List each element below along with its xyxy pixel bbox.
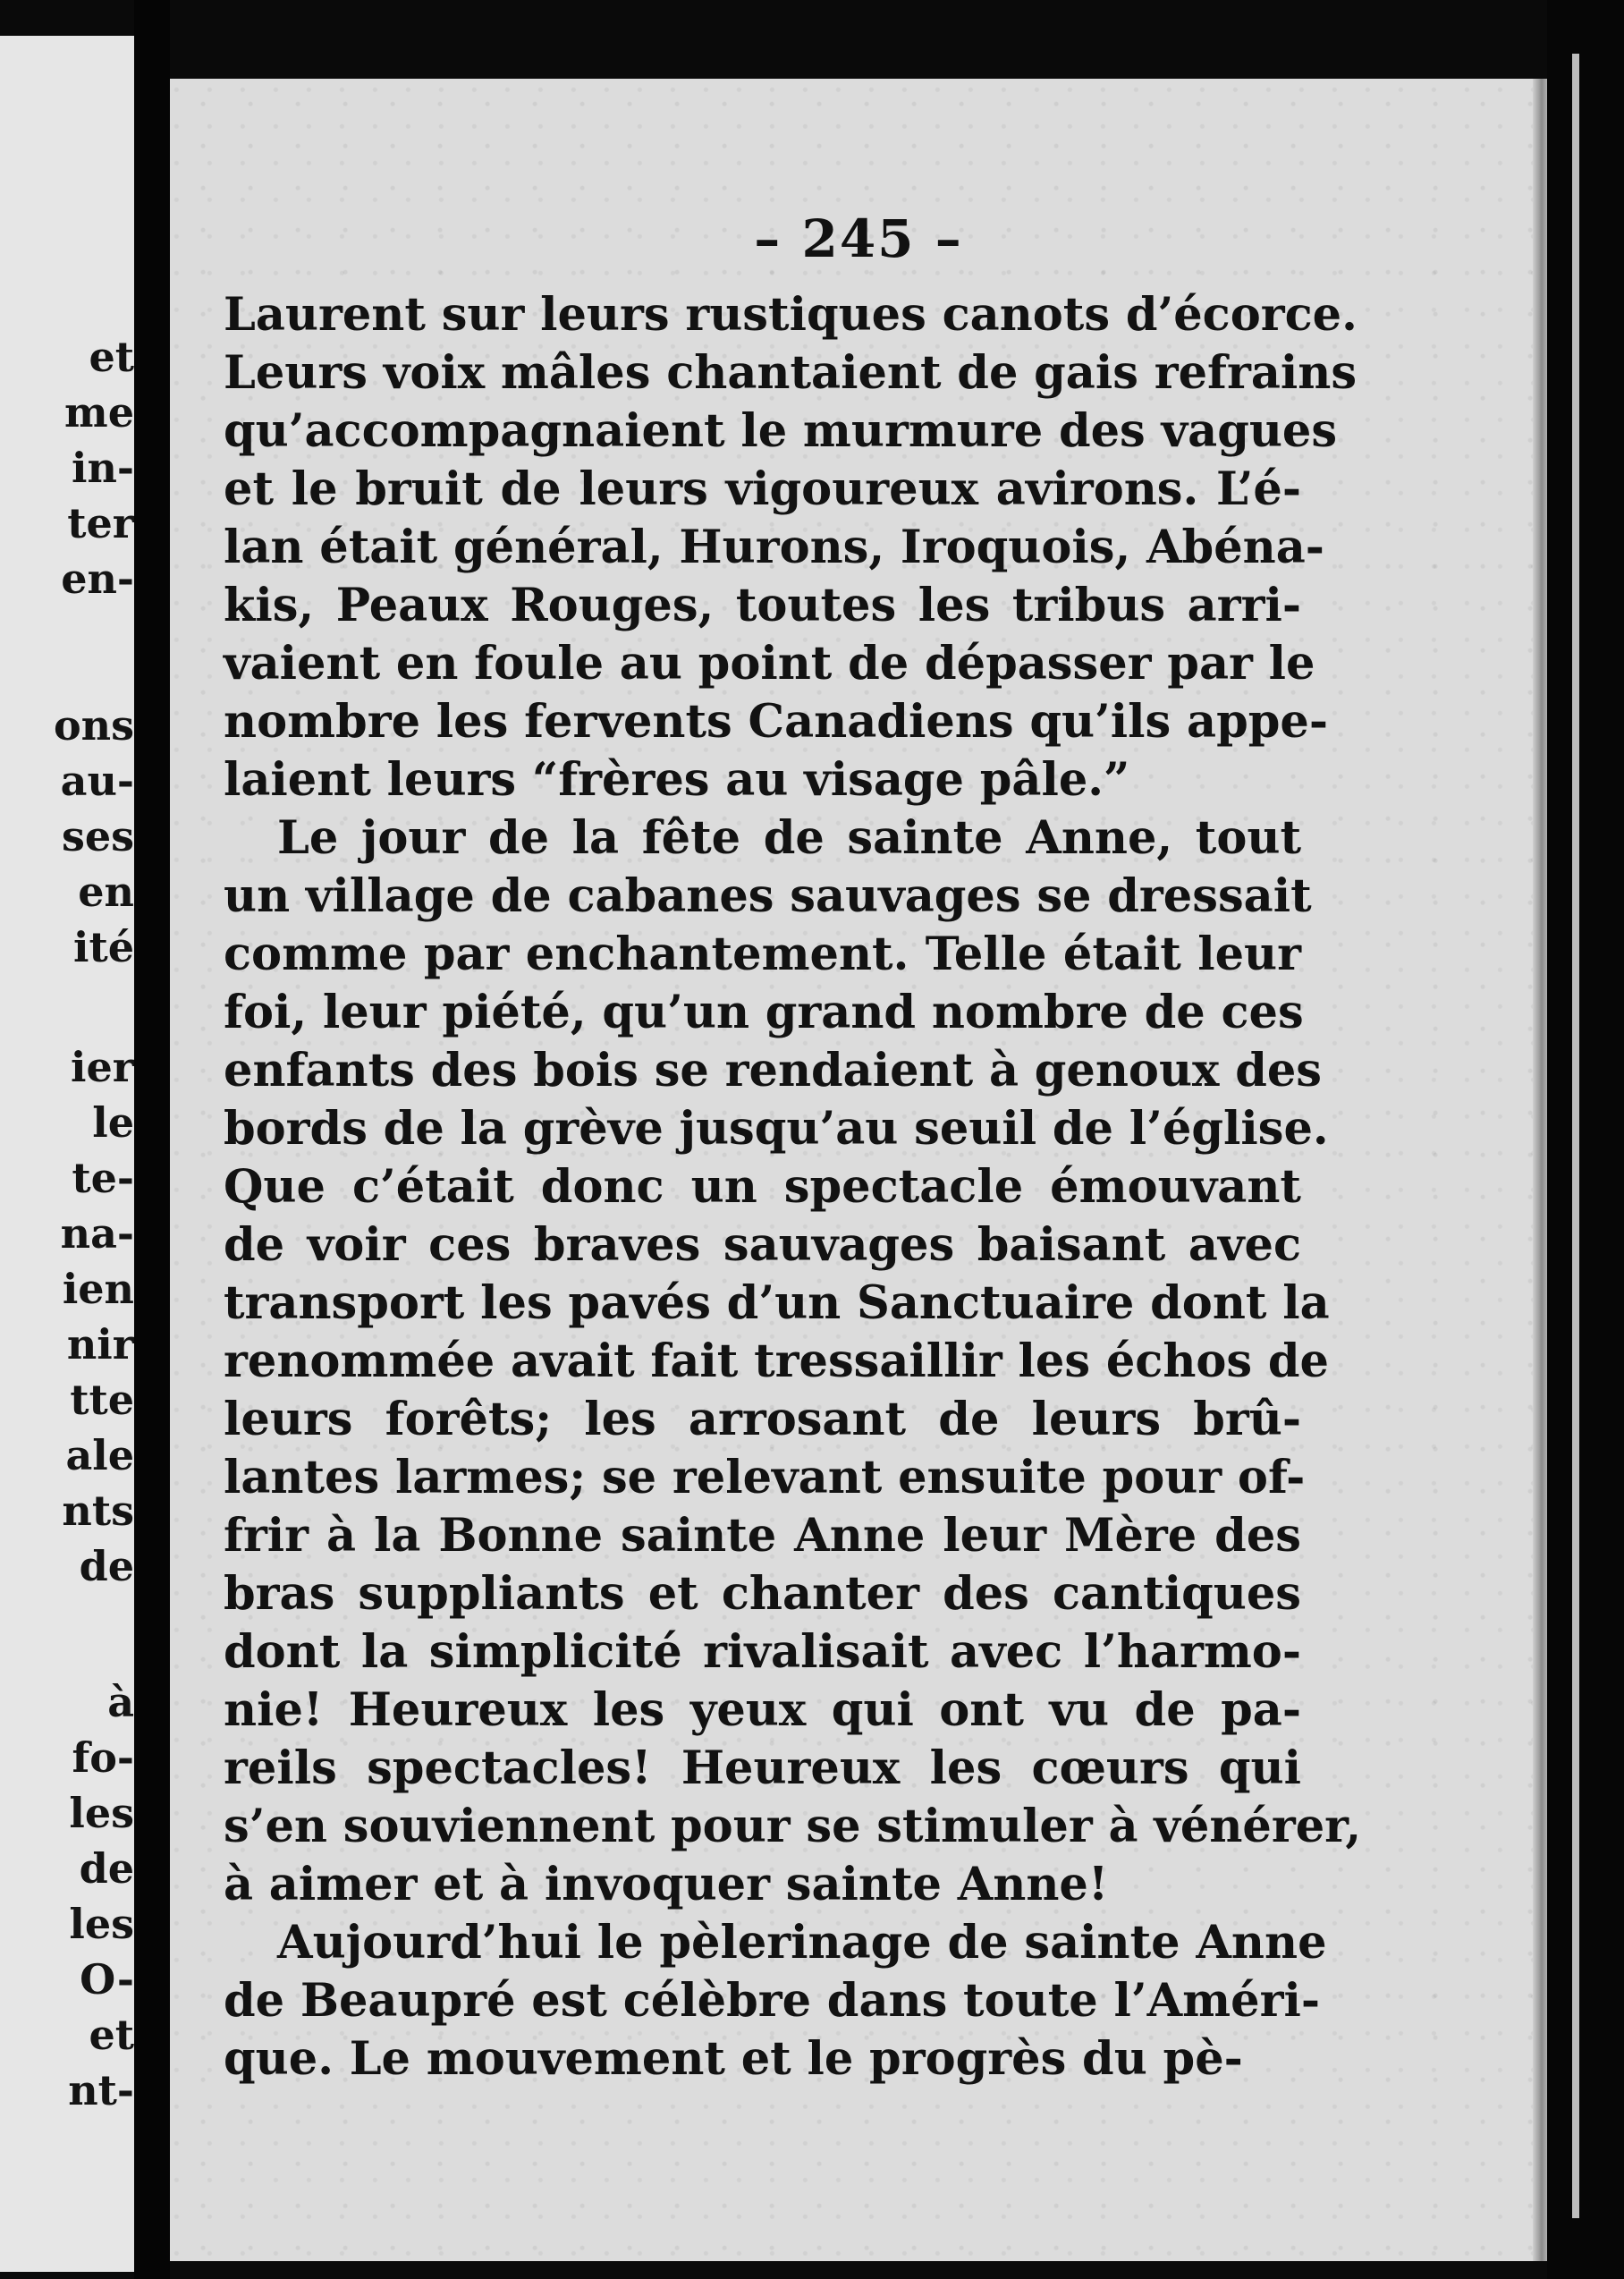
page-body-text: [224, 286, 1362, 2088]
page-number: – 245 –: [754, 208, 963, 269]
left-page-line: ter: [67, 499, 134, 547]
text-line: Que c’était donc un spectacle émouvant: [224, 1160, 1301, 1214]
text-line: vaient en foule au point de dépasser par le: [224, 637, 1315, 690]
left-page-line: de: [79, 1542, 134, 1590]
text-line: transport les pavés d’un Sanctuaire dont la: [224, 1276, 1330, 1330]
text-line: kis, Peaux Rouges, toutes les tribus arri-: [224, 579, 1301, 632]
left-page-line: les: [69, 1789, 134, 1837]
text-line: de voir ces braves sauvages baisant avec: [224, 1218, 1301, 1272]
left-page-line: O-: [80, 1955, 134, 2004]
left-page-line: et: [89, 2011, 134, 2059]
text-line: nombre les fervents Canadiens qu’ils appe-: [224, 695, 1329, 749]
text-line: reils spectacles! Heureux les cœurs qui: [224, 1741, 1301, 1795]
left-page-line: ons: [53, 701, 134, 750]
left-page-line: nir: [66, 1320, 134, 1368]
left-page-line: ité: [73, 923, 134, 971]
text-line: leurs forêts; les arrosant de leurs brû-: [224, 1393, 1301, 1446]
text-line: enfants des bois se rendaient à genoux des: [224, 1044, 1323, 1097]
left-page-line: in-: [71, 444, 134, 492]
text-line: Le jour de la fête de sainte Anne, tout: [277, 811, 1301, 865]
text-line: foi, leur piété, qu’un grand nombre de ces: [224, 986, 1304, 1039]
left-page-line: na-: [60, 1209, 134, 1258]
text-line: renommée avait fait tressaillir les échos de: [224, 1334, 1330, 1388]
text-line: et le bruit de leurs vigoureux avirons. L’é-: [224, 462, 1301, 516]
text-line: comme par enchantement. Telle était leur: [224, 928, 1301, 981]
text-line: bords de la grève jusqu’au seuil de l’église.: [224, 1102, 1329, 1156]
text-line: s’en souviennent pour se stimuler à vénérer,: [224, 1800, 1362, 1853]
text-line: lantes larmes; se relevant ensuite pour of-: [224, 1451, 1306, 1504]
left-page-line: nt-: [68, 2066, 134, 2114]
text-line: nie! Heureux les yeux qui ont vu de pa-: [224, 1683, 1301, 1737]
binding-gutter: [134, 0, 170, 2279]
text-line: Leurs voix mâles chantaient de gais refrains: [224, 346, 1358, 400]
left-page-line: me: [64, 388, 134, 436]
right-page-edge-line: [1572, 54, 1579, 2218]
left-page-line: à: [107, 1678, 134, 1726]
left-page-line: de: [79, 1844, 134, 1893]
left-page-line: te-: [72, 1154, 134, 1202]
left-page-line: en: [78, 868, 134, 916]
text-line: lan était général, Hurons, Iroquois, Abéna-: [224, 521, 1324, 574]
text-line: à aimer et à invoquer sainte Anne!: [224, 1858, 1109, 1911]
left-page-line: tte: [70, 1376, 134, 1424]
left-page-line: ien: [62, 1265, 134, 1313]
text-line: bras suppliants et chanter des cantiques: [224, 1567, 1301, 1621]
text-line: un village de cabanes sauvages se dressait: [224, 869, 1312, 923]
text-line: que. Le mouvement et le progrès du pè-: [224, 2032, 1243, 2086]
left-page-line: ier: [71, 1043, 134, 1091]
right-border: [1547, 0, 1624, 2279]
left-page-line: ale: [65, 1431, 134, 1479]
left-page-line: nts: [62, 1487, 134, 1535]
text-line: frir à la Bonne sainte Anne leur Mère des: [224, 1509, 1301, 1563]
text-line: qu’accompagnaient le murmure des vagues: [224, 404, 1338, 458]
left-page-fragment: [0, 36, 134, 2272]
text-line: Aujourd’hui le pèlerinage de sainte Anne: [277, 1916, 1327, 1970]
left-page-line: au-: [60, 757, 134, 805]
left-page-line: ses: [61, 812, 134, 860]
left-page-line: fo-: [72, 1733, 134, 1782]
left-page-line: les: [69, 1900, 134, 1948]
left-page-line: en-: [61, 555, 134, 603]
book-page: [170, 79, 1547, 2261]
left-page-line: le: [92, 1098, 134, 1147]
text-line: laient leurs “frères au visage pâle.”: [224, 753, 1130, 807]
text-line: de Beaupré est célèbre dans toute l’Améri-: [224, 1974, 1320, 2028]
text-line: Laurent sur leurs rustiques canots d’écorce.: [224, 288, 1358, 342]
left-page-line: et: [89, 333, 134, 381]
text-line: dont la simplicité rivalisait avec l’harmo-: [224, 1625, 1301, 1679]
